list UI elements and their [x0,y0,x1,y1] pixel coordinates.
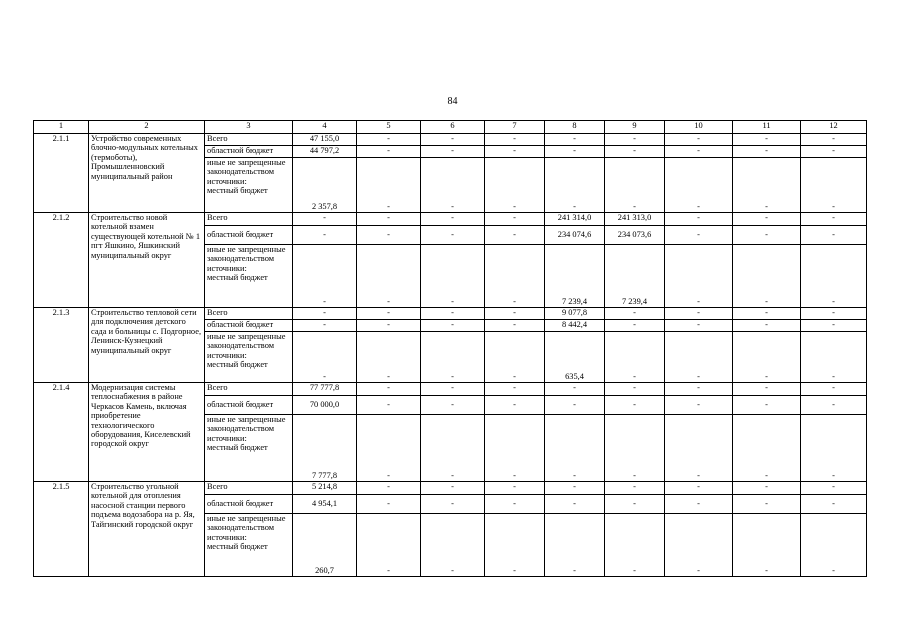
funding-source: иные не запрещенные законодательством источники: местный бюджет [205,514,293,577]
value-cell: - [357,514,421,577]
value-cell: - [357,146,421,158]
value-cell: - [801,226,867,245]
value-cell: - [357,308,421,320]
funding-source: Всего [205,213,293,226]
value-cell: - [665,514,733,577]
value-cell: - [357,226,421,245]
value-cell: - [605,396,665,415]
value-cell: - [485,213,545,226]
funding-source: Всего [205,308,293,320]
value-cell: - [421,245,485,308]
value-cell: - [421,332,485,383]
funding-source: Всего [205,134,293,146]
value-cell: - [545,158,605,213]
value-cell: - [421,495,485,514]
column-header: 6 [421,121,485,134]
value-cell: - [605,415,665,482]
item-number: 2.1.5 [34,482,89,577]
value-cell: - [733,332,801,383]
value-cell: - [421,482,485,495]
value-cell: - [605,495,665,514]
value-cell: - [357,495,421,514]
value-cell: - [421,415,485,482]
value-cell: - [357,396,421,415]
value-cell: - [357,158,421,213]
column-header: 10 [665,121,733,134]
value-cell: - [605,482,665,495]
value-cell: - [605,514,665,577]
value-cell: - [485,396,545,415]
funding-source: Всего [205,383,293,396]
value-cell: - [801,308,867,320]
column-header: 2 [89,121,205,134]
value-cell: - [421,514,485,577]
funding-source: областной бюджет [205,396,293,415]
table-row [34,482,867,495]
value-cell: 9 077,8 [545,308,605,320]
value-cell: - [801,482,867,495]
value-cell: - [421,226,485,245]
value-cell: - [485,308,545,320]
table-row [34,134,867,146]
value-cell: - [605,383,665,396]
item-number: 2.1.4 [34,383,89,482]
value-cell: - [801,213,867,226]
value-cell: - [485,320,545,332]
value-cell: - [605,134,665,146]
value-cell: - [357,415,421,482]
value-cell: - [485,415,545,482]
item-name: Модернизация системы теплоснабжения в районе Черкасов Камень, включая приобретение технологического оборудования, Киселевский городской округ [89,383,205,482]
item-number: 2.1.2 [34,213,89,308]
value-cell: - [801,320,867,332]
column-header: 12 [801,121,867,134]
value-cell: - [665,396,733,415]
value-cell: 234 073,6 [605,226,665,245]
value-cell: - [421,308,485,320]
value-cell: - [605,320,665,332]
item-name: Строительство угольной котельной для отопления насосной станции первого подъема водозабора на р. Яя, Тайгинский городской округ [89,482,205,577]
column-header: 5 [357,121,421,134]
funding-source: иные не запрещенные законодательством источники: местный бюджет [205,245,293,308]
value-cell: - [665,245,733,308]
funding-source: иные не запрещенные законодательством источники: местный бюджет [205,332,293,383]
value-cell: - [357,213,421,226]
value-cell: - [801,146,867,158]
value-cell: 7 239,4 [605,245,665,308]
value-cell: - [357,383,421,396]
value-cell: - [801,415,867,482]
value-cell: - [733,320,801,332]
value-cell: - [665,134,733,146]
value-cell: - [357,332,421,383]
value-cell: - [421,158,485,213]
funding-source: областной бюджет [205,320,293,332]
value-cell: - [293,320,357,332]
value-cell: 241 313,0 [605,213,665,226]
value-cell: - [357,245,421,308]
value-cell: 4 954,1 [293,495,357,514]
value-cell: - [357,320,421,332]
value-cell: - [733,245,801,308]
funding-source: Всего [205,482,293,495]
funding-source: областной бюджет [205,226,293,245]
value-cell: - [733,482,801,495]
value-cell: - [665,320,733,332]
value-cell: - [605,158,665,213]
value-cell: - [733,158,801,213]
value-cell: - [801,495,867,514]
value-cell: - [545,415,605,482]
value-cell: - [801,158,867,213]
value-cell: - [545,146,605,158]
value-cell: - [605,332,665,383]
column-header: 3 [205,121,293,134]
value-cell: - [733,415,801,482]
value-cell: 635,4 [545,332,605,383]
value-cell: - [293,308,357,320]
value-cell: - [421,134,485,146]
header-row [34,121,867,134]
item-name: Строительство новой котельной взамен существующей котельной № 1 пгт Яшкино, Яшкинский муниципальный округ [89,213,205,308]
value-cell: - [801,245,867,308]
value-cell: - [357,482,421,495]
value-cell: - [421,396,485,415]
value-cell: - [733,396,801,415]
value-cell: - [801,383,867,396]
value-cell: - [485,495,545,514]
funding-source: иные не запрещенные законодательством источники: местный бюджет [205,158,293,213]
value-cell: 77 777,8 [293,383,357,396]
value-cell: 47 155,0 [293,134,357,146]
page-number: 84 [447,96,458,107]
value-cell: - [421,146,485,158]
funding-source: иные не запрещенные законодательством источники: местный бюджет [205,415,293,482]
value-cell: - [545,514,605,577]
column-header: 4 [293,121,357,134]
value-cell: - [421,383,485,396]
value-cell: - [485,482,545,495]
value-cell: 5 214,8 [293,482,357,495]
value-cell: 241 314,0 [545,213,605,226]
table-row [34,308,867,320]
value-cell: - [665,146,733,158]
value-cell: - [665,482,733,495]
value-cell: - [485,226,545,245]
value-cell: - [293,226,357,245]
value-cell: - [293,332,357,383]
value-cell: - [485,514,545,577]
value-cell: - [733,308,801,320]
value-cell: - [421,320,485,332]
value-cell: - [545,134,605,146]
value-cell: - [665,495,733,514]
value-cell: - [485,146,545,158]
value-cell: 7 777,8 [293,415,357,482]
value-cell: - [485,332,545,383]
value-cell: - [357,134,421,146]
value-cell: - [733,213,801,226]
value-cell: - [545,482,605,495]
value-cell: - [801,332,867,383]
value-cell: - [665,226,733,245]
value-cell: - [485,134,545,146]
value-cell: - [665,213,733,226]
value-cell: 8 442,4 [545,320,605,332]
value-cell: - [733,514,801,577]
value-cell: - [485,158,545,213]
value-cell: - [733,134,801,146]
item-number: 2.1.3 [34,308,89,383]
value-cell: 260,7 [293,514,357,577]
item-name: Строительство тепловой сети для подключения детского сада и больницы с. Подгорное, Ленинск-Кузнецкий муниципальный округ [89,308,205,383]
value-cell: - [733,383,801,396]
value-cell: - [733,146,801,158]
value-cell: - [733,226,801,245]
value-cell: - [293,245,357,308]
value-cell: - [801,514,867,577]
value-cell: - [485,383,545,396]
value-cell: - [801,134,867,146]
value-cell: 234 074,6 [545,226,605,245]
value-cell: - [733,495,801,514]
funding-source: областной бюджет [205,146,293,158]
value-cell: 44 797,2 [293,146,357,158]
value-cell: 2 357,8 [293,158,357,213]
value-cell: - [293,213,357,226]
value-cell: - [801,396,867,415]
column-header: 8 [545,121,605,134]
budget-table [33,120,867,577]
value-cell: - [665,158,733,213]
value-cell: - [545,396,605,415]
column-header: 11 [733,121,801,134]
value-cell: - [665,332,733,383]
value-cell: - [665,415,733,482]
value-cell: - [665,383,733,396]
value-cell: - [665,308,733,320]
funding-source: областной бюджет [205,495,293,514]
value-cell: - [421,213,485,226]
item-name: Устройство современных блочно-модульных котельных (термоботы), Промышленновский муниципальный район [89,134,205,213]
item-number: 2.1.1 [34,134,89,213]
column-header: 7 [485,121,545,134]
table-row [34,213,867,226]
value-cell: - [545,383,605,396]
value-cell: - [545,495,605,514]
column-header: 9 [605,121,665,134]
value-cell: 7 239,4 [545,245,605,308]
value-cell: 70 000,0 [293,396,357,415]
value-cell: - [605,146,665,158]
table-row [34,383,867,396]
column-header: 1 [34,121,89,134]
value-cell: - [605,308,665,320]
value-cell: - [485,245,545,308]
